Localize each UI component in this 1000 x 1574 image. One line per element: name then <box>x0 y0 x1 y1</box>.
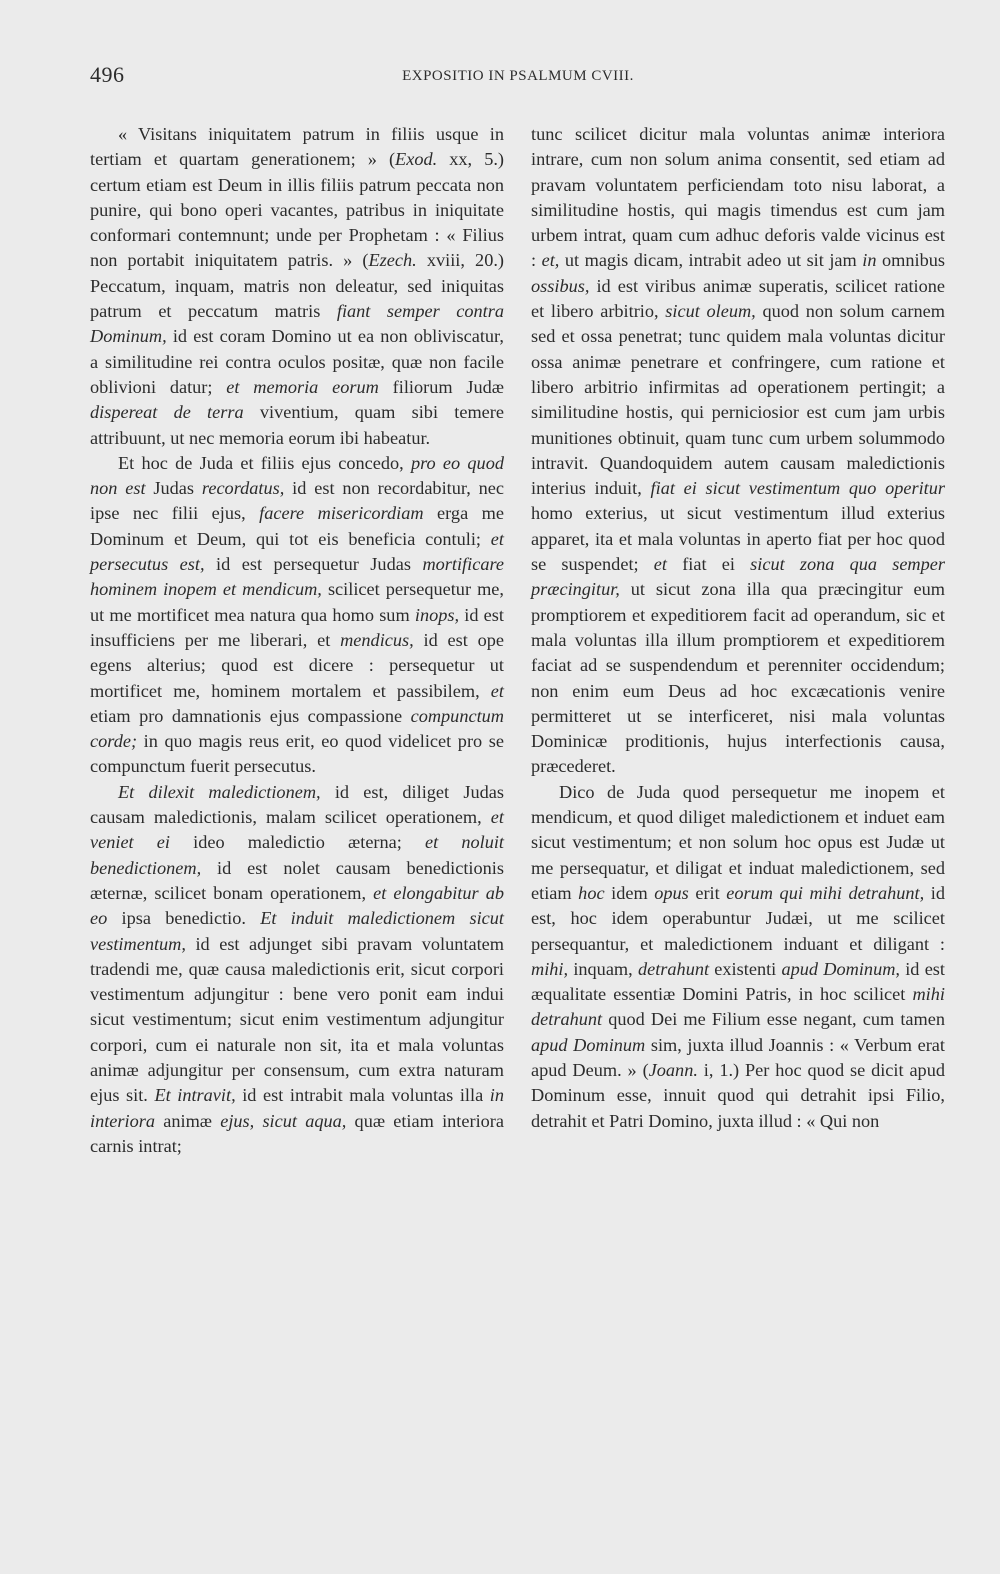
italic-run: Joann. <box>648 1059 698 1080</box>
italic-run: apud Dominum, <box>781 958 900 979</box>
italic-run: mendicus, <box>340 629 414 650</box>
paragraph <box>90 451 504 780</box>
italic-run: sicut oleum, <box>665 301 756 322</box>
text-run: id est æqualitate essentiæ Domini Patris, in hoc scilicet <box>531 958 945 1005</box>
text-run: ipsa benedictio. <box>107 908 261 929</box>
text-run: sim, juxta illud Joannis : « Verbum erat apud Deum. » ( <box>531 1034 946 1080</box>
italic-run: pro eo quod non est <box>90 452 504 499</box>
italic-run: sicut zona qua semper præcingitur, <box>531 554 946 600</box>
text-run: id est, diliget Judas causam maledictionis, malam scilicet operationem, <box>90 781 504 828</box>
italic-run: et <box>653 554 667 575</box>
text-run: id est intrabit mala voluntas illa <box>235 1085 490 1106</box>
italic-run: Ezech. <box>368 250 417 271</box>
text-run: Judas <box>145 478 202 499</box>
text-run: i, 1.) Per hoc quod se dicit apud Dominum esse, innuit quod qui detrahit ipsi Filio, detrahit et Patri Domino, juxta illud : « Qui non <box>531 1059 945 1131</box>
text-run: inquam, <box>568 958 638 979</box>
text-run: etiam pro damnationis ejus compassione <box>90 705 411 726</box>
text-run: filiorum Judæ <box>378 376 504 397</box>
italic-run: ossibus, <box>531 275 590 296</box>
text-run: existenti <box>709 958 782 979</box>
italic-run: et veniet ei <box>90 807 504 853</box>
text-run: quod Dei me Filium esse negant, cum tamen <box>602 1009 945 1030</box>
text-run: scilicet persequetur me, ut me mortificet mea natura qua homo sum <box>90 579 504 625</box>
text-run: Dico de Juda quod persequetur me inopem et mendicum, et quod diliget maledictionem et induet eam sicut vestimentum; et non solum hoc opus est Judæ ut me persequatur, et diligat et induat maledictionem, sed etiam <box>531 781 945 903</box>
text-run: ideo maledictio æterna; <box>169 832 425 853</box>
text-run: viventium, quam sibi temere attribuunt, ut nec memoria eorum ibi habeatur. <box>90 402 504 448</box>
text-run: in quo magis reus erit, eo quod videlicet pro se compunctum fuerit persecutus. <box>90 731 504 777</box>
text-run: id est persequetur Judas <box>204 554 423 575</box>
italic-run: facere misericordiam <box>259 503 424 524</box>
italic-run: mihi, <box>531 958 569 979</box>
text-run: xviii, 20.) Peccatum, inquam, matris non deleatur, sed iniquitas patrum et peccatum matris <box>90 250 504 322</box>
text-run: id est nolet causam benedictionis æternæ, scilicet bonam operationem, <box>90 857 504 903</box>
page-header <box>90 62 946 98</box>
italic-run: apud Dominum <box>531 1034 646 1055</box>
running-head: EXPOSITIO IN PSALMUM CVIII. <box>402 68 634 84</box>
italic-run: in interiora <box>90 1085 505 1131</box>
right-column <box>531 122 945 1134</box>
text-run: id est non recordabitur, nec ipse nec filii ejus, <box>90 478 504 524</box>
text-run: fiat ei <box>667 554 751 575</box>
page-number: 496 <box>90 62 125 87</box>
italic-run: Et intravit, <box>154 1085 236 1106</box>
italic-run: et persecutus est, <box>90 528 504 575</box>
italic-run: fiant semper contra Dominum, <box>90 301 504 347</box>
italic-run: opus <box>654 882 689 903</box>
text-run: ut magis dicam, intrabit adeo ut sit jam <box>559 250 863 271</box>
text-run: id est viribus animæ superatis, scilicet ratione et libero arbitrio, <box>531 275 945 322</box>
italic-run: dispereat de terra <box>90 402 244 423</box>
text-run: xx, 5.) certum etiam est Deum in illis filiis patrum peccata non punire, qui bono operi vacantes, patribus in iniquitate conformari contemnunt; unde per Prophetam : « Filius non portabit iniquitatem patris. » ( <box>90 149 504 271</box>
text-run: erga me Dominum et Deum, qui tot eis beneficia contuli; <box>90 503 504 549</box>
italic-run: in <box>862 250 877 271</box>
paragraph <box>90 122 504 451</box>
text-run: idem <box>604 882 655 903</box>
italic-run: et memoria eorum <box>226 376 379 397</box>
italic-run: compunctum corde; <box>90 705 504 752</box>
paragraph <box>90 780 504 1159</box>
text-run: id est ope egens alterius; quod est dicere : persequetur ut mortificet me, hominem mortalem et passibilem, <box>90 629 504 701</box>
italic-run: et elongabitur ab eo <box>90 882 504 929</box>
text-run: id est adjunget sibi pravam voluntatem tradendi me, quæ causa maledictionis erit, sicut corpori vestimentum adjungitur : bene vero ponit eam indui sicut vestimentum; sicut enim vestimentum adjungitur corpori, cum ei naturale non sit, ita et mala voluntas animæ adjungitur per consensum, cum extra naturam ejus sit. <box>90 933 504 1106</box>
text-run: omnibus <box>876 250 945 271</box>
italic-run: Exod. <box>395 149 438 170</box>
left-column <box>90 122 504 1159</box>
text-run: ut sicut zona illa qua præcingitur eum promptiorem et expeditiorem facit ad operandum, sic et mala voluntas illa illum promptiorem et expeditiorem faciat ad se suspendendum et perenniter occidendum; non enim eum Deus ad hoc excæcationis venire permitteret ut se interficeret, nisi mala voluntas Dominicæ proditionis, hujus interfectionis causa, præcederet. <box>531 579 945 777</box>
italic-run: recordatus, <box>201 478 285 499</box>
text-run: id est insufficiens per me liberari, et <box>90 604 504 650</box>
text-run: quæ etiam interiora carnis intrat; <box>90 1110 504 1156</box>
italic-run: ejus, sicut aqua, <box>220 1110 347 1131</box>
text-run: « Visitans iniquitatem patrum in filiis usque in tertiam et quartam generationem; » ( <box>90 124 504 170</box>
text-run: animæ <box>155 1110 221 1131</box>
text-run: tunc scilicet dicitur mala voluntas animæ interiora intrare, cum non solum anima consentit, sed etiam ad pravam voluntatem perficiendam toto nisu laborat, a similitudine hostis, qui magis timendus est cum jam urbem intrat, quam cum adhuc deforis valde vicinus est : <box>531 124 945 271</box>
italic-run: hoc <box>578 882 605 903</box>
text-run: homo exterius, ut sicut vestimentum illud exterius apparet, ita et mala voluntas in aperto fiat per hoc quod se suspendet; <box>531 503 945 575</box>
text-run: Et hoc de Juda et filiis ejus concedo, <box>118 452 411 473</box>
italic-run: mihi detrahunt <box>531 984 945 1030</box>
italic-run: inops, <box>414 604 460 625</box>
italic-run: et noluit benedictionem, <box>90 832 504 878</box>
text-run: id est coram Domino ut ea non obliviscatur, a similitudine rei contra oculos positæ, quæ non facile oblivioni datur; <box>90 326 504 397</box>
paragraph <box>531 780 945 1134</box>
italic-run: Et induit maledictionem sicut vestimentum, <box>90 908 504 954</box>
text-run: quod non solum carnem sed et ossa penetrat; tunc quidem mala voluntas dicitur ossa animæ penetrare et confringere, cum ratione et libero arbitrio infirmitas ad operationem pertingit; a similitudine hostis, qui perniciosior est cum jam urbis munitiones obtinuit, quam tunc cum urbem solummodo intravit. Quandoquidem autem causam maledictionis interius induit, <box>531 301 945 499</box>
text-run: id est, hoc idem operabuntur Judæi, ut me scilicet persequantur, et maledictionem induant et diligant : <box>531 882 945 954</box>
text-run: erit <box>688 882 727 903</box>
italic-run: fiat ei sicut vestimentum quo operitur <box>650 478 945 499</box>
italic-run: mortificare hominem inopem et mendicum, <box>90 554 505 600</box>
italic-run: Et dilexit maledictionem, <box>118 781 321 802</box>
paragraph <box>531 122 945 780</box>
italic-run: eorum qui mihi detrahunt, <box>726 882 925 903</box>
italic-run: et, <box>541 250 560 271</box>
italic-run: detrahunt <box>637 958 710 979</box>
italic-run: et <box>490 680 504 701</box>
